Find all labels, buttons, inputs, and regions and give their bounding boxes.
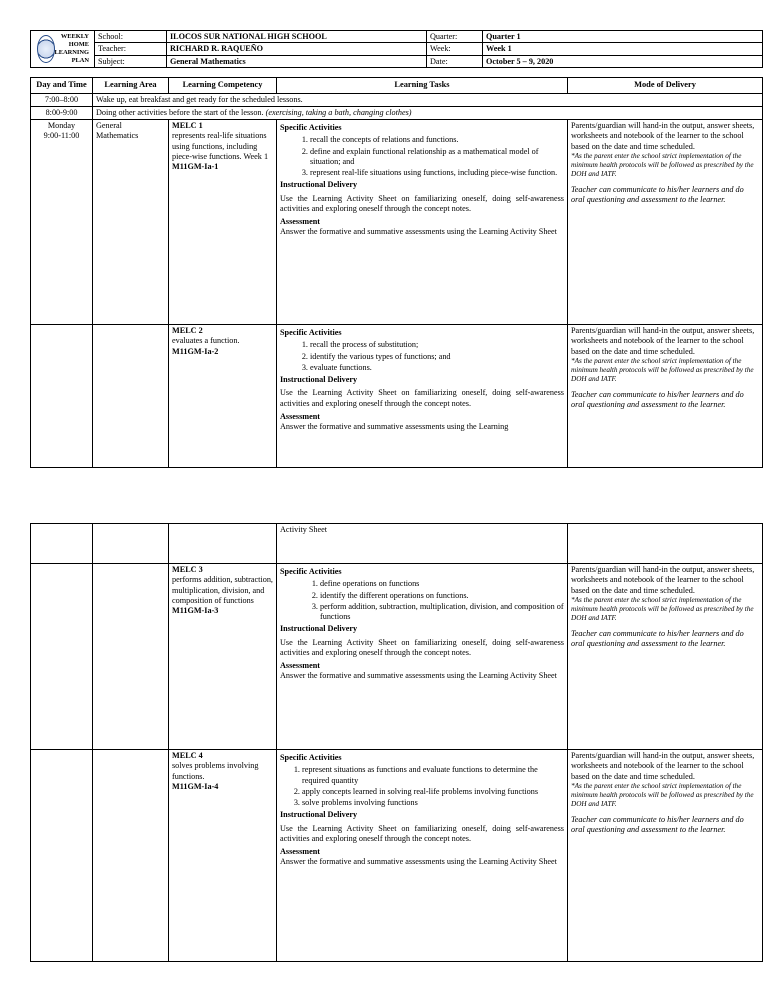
schedule-time: 7:00–8:00 [31, 93, 93, 106]
col-learning-competency: Learning Competency [169, 78, 277, 94]
instructional-text: Use the Learning Activity Sheet on familiarizing oneself, doing self-awareness activities and exploring oneself through the concept notes. [280, 388, 564, 408]
melc-code: M11GM-Ia-2 [172, 346, 219, 356]
instructional-delivery-heading: Instructional Delivery [280, 180, 358, 190]
mode-comm: Teacher can communicate to his/her learners and do oral questioning and assessment to the learner. [571, 628, 744, 648]
melc-desc: performs addition, subtraction, multiplication, division, and composition of functions [172, 575, 273, 605]
activity-list [280, 340, 564, 373]
melc-row [31, 325, 763, 468]
melc-desc: represents real-life situations using functions, including piece-wise functions. Week 1 [172, 131, 269, 161]
competency-cell [169, 325, 277, 468]
school-value: ILOCOS SUR NATIONAL HIGH SCHOOL [167, 31, 427, 43]
schedule-row [31, 106, 763, 119]
mode-note: *As the parent enter the school strict implementation of the minimum health protocols will be followed as prescribed by the DOH and IATF. [571, 151, 754, 178]
melc-code: M11GM-Ia-3 [172, 606, 219, 615]
list-item: 1. define operations on functions [320, 579, 564, 589]
list-item: 3. solve problems involving functions [302, 798, 564, 808]
list-item: 2. identify the various types of functions; and [310, 352, 564, 362]
quarter-label: Quarter: [427, 31, 483, 43]
week-value: Week 1 [483, 43, 763, 55]
mode-note: *As the parent enter the school strict implementation of the minimum health protocols will be followed as prescribed by the DOH and IATF. [571, 781, 754, 808]
teacher-label: Teacher: [95, 43, 167, 55]
instructional-delivery-heading: Instructional Delivery [280, 810, 358, 820]
mode-comm: Teacher can communicate to his/her learners and do oral questioning and assessment to the learner. [571, 814, 744, 834]
activity-list [280, 135, 564, 178]
competency-cell [169, 120, 277, 325]
melc-row [31, 750, 763, 962]
instructional-text: Use the Learning Activity Sheet on familiarizing oneself, doing self-awareness activities and exploring oneself through the concept notes. [280, 823, 564, 843]
date-label: Date: [427, 55, 483, 67]
col-day-time: Day and Time [31, 78, 93, 94]
melc-desc: solves problems involving functions. [172, 761, 259, 781]
tasks-cell [277, 564, 568, 750]
list-item: 3. perform addition, subtraction, multiplication, division, and composition of functions [320, 602, 564, 623]
specific-activities-heading: Specific Activities [280, 328, 342, 337]
assessment-heading: Assessment [280, 217, 321, 226]
tasks-cell [277, 325, 568, 468]
day-cell: Monday 9:00-11:00 [31, 120, 93, 325]
melc-row [31, 564, 763, 750]
melc-code: M11GM-Ia-1 [172, 162, 219, 171]
school-label: School: [95, 31, 167, 43]
melc-title: MELC 4 [172, 751, 203, 760]
mode-note: *As the parent enter the school strict implementation of the minimum health protocols will be followed as prescribed by the DOH and IATF. [571, 595, 754, 622]
plan-title: WEEKLY HOME LEARNING PLAN [54, 33, 89, 64]
activity-list [280, 579, 564, 622]
competency-cell [169, 750, 277, 962]
col-learning-area: Learning Area [93, 78, 169, 94]
continuation-row [31, 524, 763, 564]
specific-activities-heading: Specific Activities [280, 753, 342, 762]
plan-table-1 [30, 77, 763, 468]
melc-title: MELC 3 [172, 565, 203, 574]
list-item: 1. represent situations as functions and evaluate functions to determine the required quantity [302, 765, 564, 786]
mode-cell [568, 564, 763, 750]
instructional-text: Use the Learning Activity Sheet on familiarizing oneself, doing self-awareness activities and exploring oneself through the concept notes. [280, 193, 564, 213]
mode-text: Parents/guardian will hand-in the output, answer sheets, worksheets and notebook of the learner to the school based on the date and time scheduled. [571, 751, 755, 781]
mode-comm: Teacher can communicate to his/her learners and do oral questioning and assessment to the learner. [571, 389, 744, 409]
instructional-delivery-heading: Instructional Delivery [280, 375, 358, 384]
melc-row [31, 120, 763, 325]
assessment-continuation: Activity Sheet [277, 524, 568, 564]
mode-cell [568, 750, 763, 962]
col-mode-of-delivery: Mode of Delivery [568, 78, 763, 94]
mode-text: Parents/guardian will hand-in the output, answer sheets, worksheets and notebook of the learner to the school based on the date and time scheduled. [571, 565, 755, 595]
mode-note: *As the parent enter the school strict implementation of the minimum health protocols will be followed as prescribed by the DOH and IATF. [571, 356, 754, 383]
list-item: 3. evaluate functions. [310, 363, 564, 373]
subject-value: General Mathematics [167, 55, 427, 67]
activity-list [280, 765, 564, 808]
melc-title: MELC 1 [172, 121, 203, 130]
page-2 [30, 523, 763, 962]
list-item: 1. recall the concepts of relations and functions. [310, 135, 564, 145]
learning-area: General Mathematics [93, 120, 169, 325]
list-item: 3. represent real-life situations using functions, including piece-wise function. [310, 168, 564, 178]
teacher-value: RICHARD R. RAQUEÑO [167, 43, 427, 55]
mode-comm: Teacher can communicate to his/her learners and do oral questioning and assessment to the learner. [571, 184, 744, 204]
schedule-text: Doing other activities before the start of the lesson. (exercising, taking a bath, changing clothes) [93, 106, 763, 119]
page-1 [30, 30, 763, 468]
subject-label: Subject: [95, 55, 167, 67]
list-item: 2. define and explain functional relationship as a mathematical model of situation; and [310, 147, 564, 168]
instructional-delivery-heading: Instructional Delivery [280, 624, 358, 634]
competency-cell [169, 564, 277, 750]
col-learning-tasks: Learning Tasks [277, 78, 568, 94]
list-item: 1. recall the process of substitution; [310, 340, 564, 350]
mode-cell [568, 325, 763, 468]
tasks-cell [277, 120, 568, 325]
assessment-text: Answer the formative and summative assessments using the Learning Activity Sheet [280, 227, 557, 237]
assessment-text: Answer the formative and summative assessments using the Learning Activity Sheet [280, 671, 557, 681]
logo-cell [31, 31, 95, 68]
mode-text: Parents/guardian will hand-in the output, answer sheets, worksheets and notebook of the learner to the school based on the date and time scheduled. [571, 326, 755, 356]
header-table [30, 30, 763, 68]
mode-cell [568, 120, 763, 325]
schedule-text: Wake up, eat breakfast and get ready for the scheduled lessons. [93, 93, 763, 106]
deped-seal-icon [37, 35, 55, 63]
schedule-row [31, 93, 763, 106]
assessment-heading: Assessment [280, 411, 321, 421]
week-label: Week: [427, 43, 483, 55]
instructional-text: Use the Learning Activity Sheet on familiarizing oneself, doing self-awareness activities and exploring oneself through the concept notes. [280, 637, 564, 657]
quarter-value: Quarter 1 [483, 31, 763, 43]
table-header-row [31, 78, 763, 94]
tasks-cell [277, 750, 568, 962]
schedule-time: 8:00-9:00 [31, 106, 93, 119]
specific-activities-heading: Specific Activities [280, 123, 342, 132]
list-item: 2. identify the different operations on functions. [320, 591, 564, 601]
specific-activities-heading: Specific Activities [280, 567, 342, 576]
list-item: 2. apply concepts learned in solving real-life problems involving functions [302, 787, 564, 797]
melc-title: MELC 2 [172, 326, 203, 335]
date-value: October 5 – 9, 2020 [483, 55, 763, 67]
assessment-heading: Assessment [280, 847, 321, 856]
assessment-text: Answer the formative and summative assessments using the Learning Activity Sheet [280, 857, 557, 867]
plan-table-2 [30, 523, 763, 962]
mode-text: Parents/guardian will hand-in the output, answer sheets, worksheets and notebook of the learner to the school based on the date and time scheduled. [571, 121, 755, 151]
melc-desc: evaluates a function. [172, 336, 240, 346]
melc-code: M11GM-Ia-4 [172, 781, 219, 791]
assessment-text: Answer the formative and summative assessments using the Learning [280, 422, 509, 431]
assessment-heading: Assessment [280, 661, 321, 670]
